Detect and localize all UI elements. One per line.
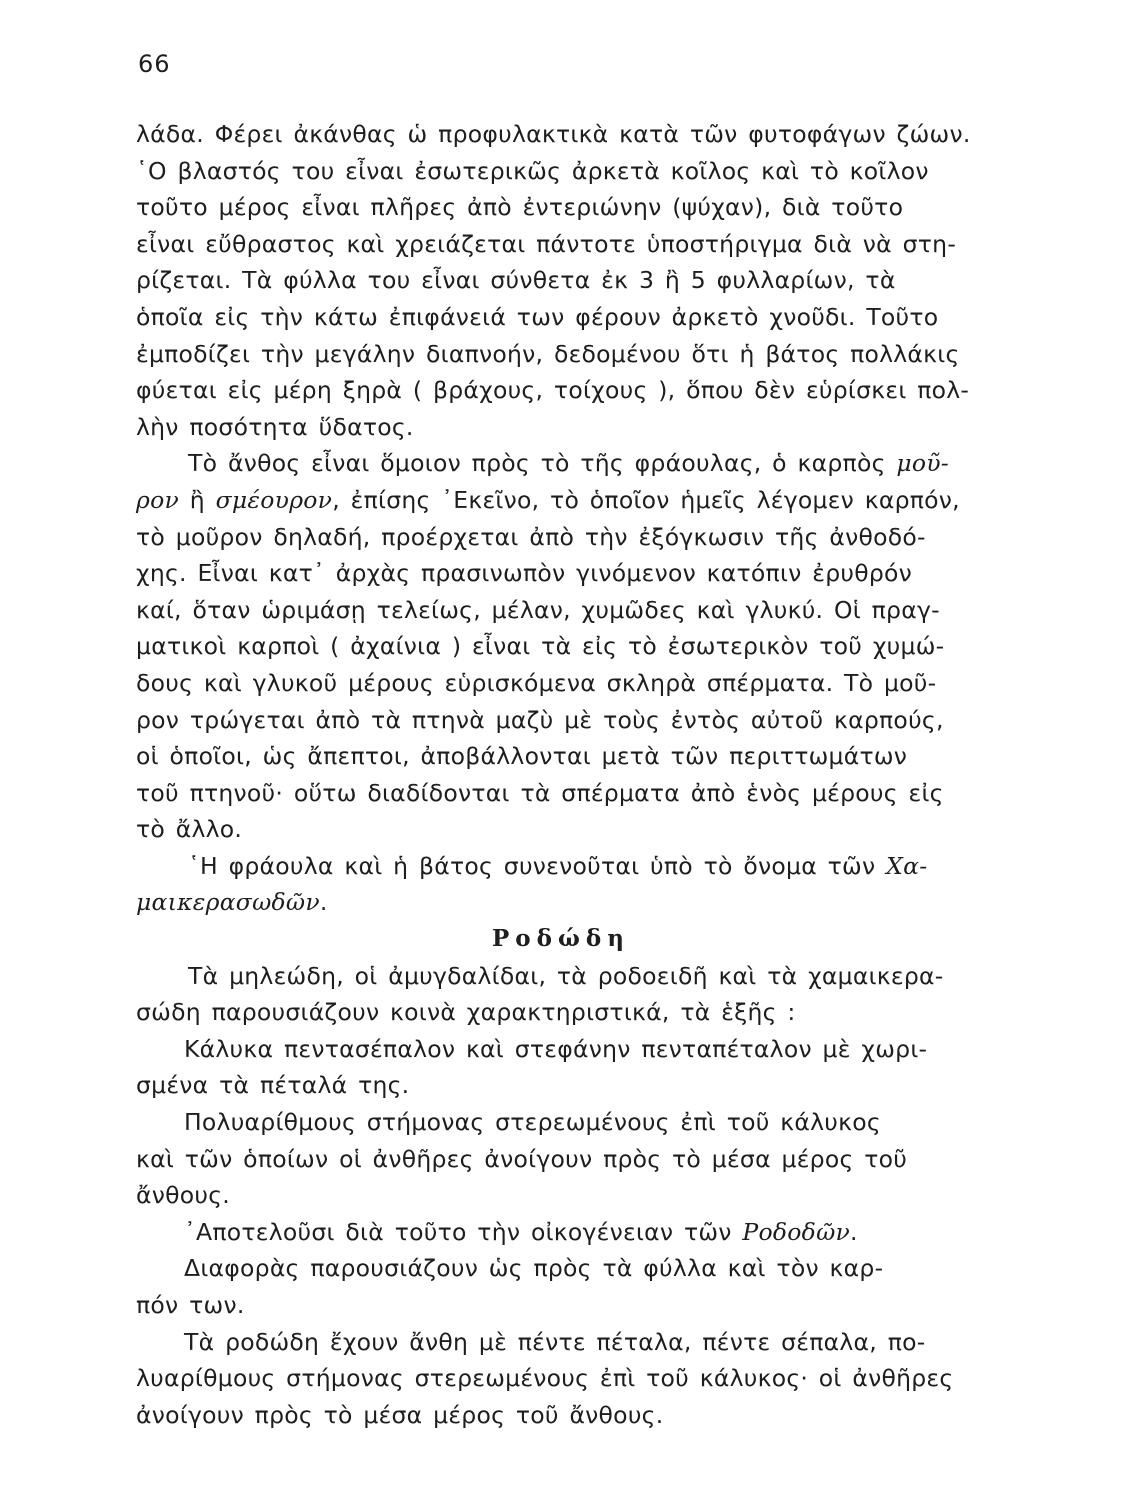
text-line: πόν των. xyxy=(136,1291,245,1319)
text-line xyxy=(136,1214,986,1251)
text-line: λὴν ποσότητα ὕδατος. xyxy=(136,412,414,441)
text-line: λυαρίθμους στήμονας στερεωμένους ἐπὶ τοῦ κάλυκος· οἱ ἀνθῆρες xyxy=(136,1364,954,1393)
text-line: καὶ τῶν ὁποίων οἱ ἀνθῆρες ἀνοίγουν πρὸς τὸ μέσα μέρος τοῦ xyxy=(136,1144,908,1173)
text-line: καί, ὅταν ὡριμάσῃ τελείως, μέλαν, χυμῶδες καὶ γλυκύ. Οἱ πραγ- xyxy=(136,595,940,624)
text-line: δους καὶ γλυκοῦ μέρους εὑρισκόμενα σκληρὰ σπέρματα. Τὸ μοῦ- xyxy=(136,668,937,697)
text-line: ὁποῖα εἰς τὴν κάτω ἐπιφάνειά των φέρουν ἀρκετὸ χνοῦδι. Τοῦτο xyxy=(136,302,939,331)
text-span: ἢ xyxy=(179,485,216,514)
page-body xyxy=(136,116,986,1433)
text-line xyxy=(136,848,986,885)
text-line: Διαφορὰς παρουσιάζουν ὡς πρὸς τὰ φύλλα καὶ τὸν καρ- xyxy=(184,1254,884,1283)
italic-term: μαικερασωδῶν xyxy=(136,888,320,917)
text-line: ῾Ο βλαστός του εἶναι ἐσωτερικῶς ἀρκετὰ κοῖλος καὶ τὸ κοῖλον xyxy=(136,156,929,185)
text-line: ἀνοίγουν πρὸς τὸ μέσα μέρος τοῦ ἄνθους. xyxy=(136,1400,664,1429)
text-span: . xyxy=(850,1217,858,1246)
section-heading: Ροδώδη xyxy=(492,925,630,953)
text-line: ἄνθους. xyxy=(136,1181,230,1210)
text-line: σμένα τὰ πέταλά της. xyxy=(136,1071,410,1100)
text-line xyxy=(136,482,986,519)
italic-term: ρον xyxy=(136,485,179,514)
text-line: Τὰ ροδώδη ἔχουν ἄνθη μὲ πέντε πέταλα, πέντε σέπαλα, πο- xyxy=(184,1327,926,1356)
text-line: εἶναι εὔθραστος καὶ χρειάζεται πάντοτε ὑποστήριγμα διὰ νὰ στη- xyxy=(136,229,957,258)
text-line xyxy=(136,884,986,921)
text-line: τὸ ἄλλο. xyxy=(136,815,243,844)
text-span: ᾿Αποτελοῦσι διὰ τοῦτο τὴν οἰκογένειαν τῶν xyxy=(184,1217,743,1246)
text-line: τὸ μοῦρον δηλαδή, προέρχεται ἀπὸ τὴν ἐξόγκωσιν τῆς ἀνθοδό- xyxy=(136,522,926,551)
italic-term: σμέουρον xyxy=(215,485,333,514)
page-number: 66 xyxy=(138,50,171,78)
text-line: οἱ ὁποῖοι, ὡς ἄπεπτοι, ἀποβάλλονται μετὰ τῶν περιττωμάτων xyxy=(136,742,908,771)
text-span: Τὸ ἄνθος εἶναι ὅμοιον πρὸς τὸ τῆς φράουλας, ὁ καρπὸς xyxy=(188,449,897,478)
text-line xyxy=(136,445,986,482)
text-line: ἐμποδίζει τὴν μεγάλην διαπνοήν, δεδομένου ὅτι ἡ βάτος πολλάκις xyxy=(136,339,960,368)
text-line: χης. Εἶναι κατ᾿ ἀρχὰς πρασινωπὸν γινόμενον κατόπιν ἐρυθρόν xyxy=(136,559,913,588)
text-line: ρίζεται. Τὰ φύλλα του εἶναι σύνθετα ἐκ 3 ἢ 5 φυλλαρίων, τὰ xyxy=(136,266,896,295)
text-line: τοῦτο μέρος εἶναι πλῆρες ἀπὸ ἐντεριώνην (ψύχαν), διὰ τοῦτο xyxy=(136,193,904,222)
text-span: , ἐπίσης ᾿Εκεῖνο, τὸ ὁποῖον ἡμεῖς λέγομεν καρπόν, xyxy=(332,485,960,514)
text-line: ματικοὶ καρποὶ ( ἀχαίνια ) εἶναι τὰ εἰς τὸ ἐσωτερικὸν τοῦ χυμώ- xyxy=(136,632,945,661)
italic-term: μοῦ- xyxy=(896,449,949,478)
text-line: φύεται εἰς μέρη ξηρὰ ( βράχους, τοίχους ), ὅπου δὲν εὑρίσκει πολ- xyxy=(136,376,970,405)
italic-term: Ροδοδῶν xyxy=(742,1217,851,1246)
text-span: ῾Η φράουλα καὶ ἡ βάτος συνενοῦται ὑπὸ τὸ ὄνομα τῶν xyxy=(188,851,887,880)
text-line: σώδη παρουσιάζουν κοινὰ χαρακτηριστικά, τὰ ἑξῆς : xyxy=(136,998,796,1027)
text-line: Κάλυκα πεντασέπαλον καὶ στεφάνην πενταπέταλον μὲ χωρι- xyxy=(184,1034,928,1063)
text-span: . xyxy=(319,888,328,917)
text-line: ρον τρώγεται ἀπὸ τὰ πτηνὰ μαζὺ μὲ τοὺς ἐντὸς αὐτοῦ καρπούς, xyxy=(136,705,944,734)
text-line: Τὰ μηλεώδη, οἱ ἀμυγδαλίδαι, τὰ ροδοειδῆ καὶ τὰ χαμαικερα- xyxy=(188,961,944,990)
text-line: λάδα. Φέρει ἀκάνθας ὡ προφυλακτικὰ κατὰ τῶν φυτοφάγων ζώων. xyxy=(136,120,971,148)
text-line: τοῦ πτηνοῦ· οὕτω διαδίδονται τὰ σπέρματα ἀπὸ ἑνὸς μέρους εἰς xyxy=(136,778,944,807)
italic-term: Χα- xyxy=(886,851,928,880)
text-line: Πολυαρίθμους στήμονας στερεωμένους ἐπὶ τοῦ κάλυκος xyxy=(184,1108,881,1137)
